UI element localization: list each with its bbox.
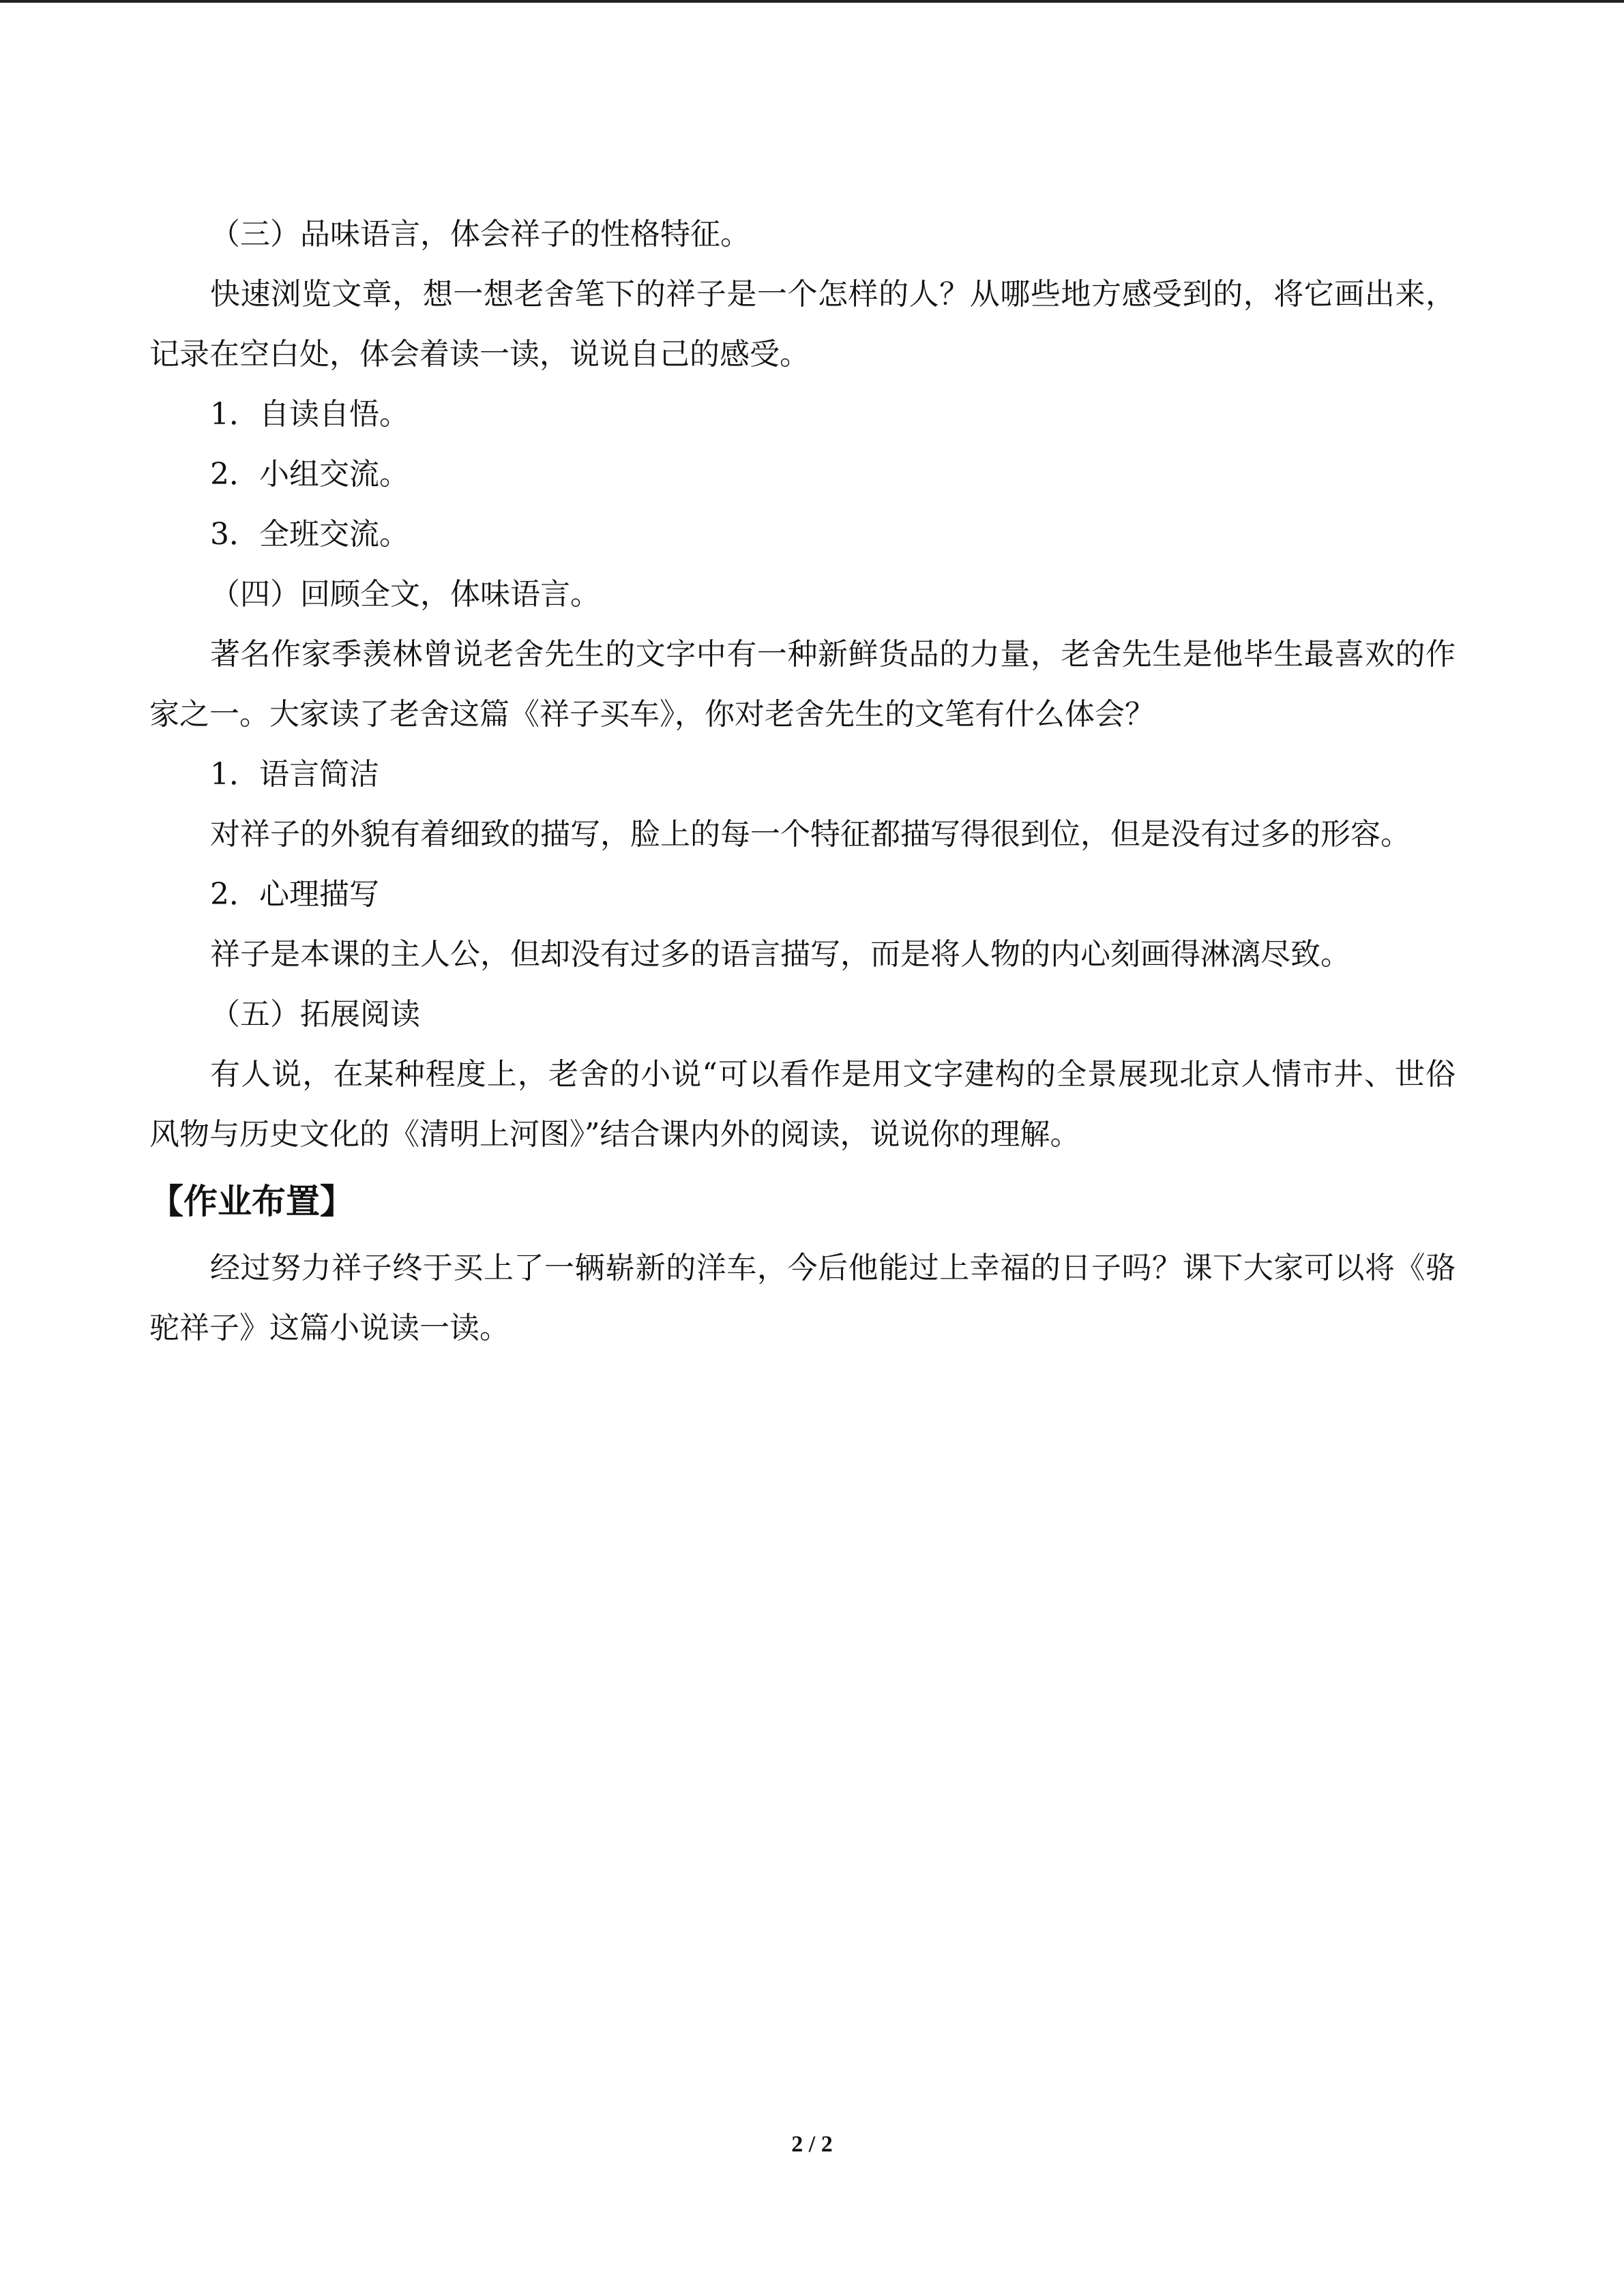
paragraph: 祥子是本课的主人公，但却没有过多的语言描写，而是将人物的内心刻画得淋漓尽致。	[210, 937, 1350, 972]
page-number: 2 / 2	[791, 2132, 833, 2157]
paragraph: 著名作家季羡林曾说老舍先生的文字中有一种新鲜货品的力量，老舍先生是他毕生最喜欢的作家之一。大家读了老舍这篇《祥子买车》，你对老舍先生的文笔有什么体会？	[149, 637, 1456, 732]
list-item: 2．心理描写	[210, 877, 379, 912]
homework-paragraph: 经过努力祥子终于买上了一辆崭新的洋车，今后他能过上幸福的日子吗？课下大家可以将《骆驼祥子》这篇小说读一读。	[149, 1251, 1456, 1345]
list-item: 3．全班交流。	[210, 517, 409, 552]
paragraph: 对祥子的外貌有着细致的描写，脸上的每一个特征都描写得很到位，但是没有过多的形容。	[210, 817, 1411, 852]
document-body	[149, 205, 1456, 1358]
list-item: 1．语言简洁	[210, 757, 379, 792]
section-heading-five: （五）拓展阅读	[210, 997, 420, 1032]
homework-heading: 【作业布置】	[149, 1182, 354, 1221]
list-item: 2．小组交流。	[210, 457, 409, 492]
paragraph: 有人说，在某种程度上，老舍的小说“可以看作是用文字建构的全景展现北京人情市井、世俗风物与历史文化的《清明上河图》”结合课内外的阅读，说说你的理解。	[149, 1057, 1456, 1152]
section-heading-three: （三）品味语言，体会祥子的性格特征。	[210, 217, 750, 252]
list-item: 1．自读自悟。	[210, 397, 409, 432]
top-border-line	[0, 0, 1624, 3]
section-heading-four: （四）回顾全文，体味语言。	[210, 577, 600, 612]
paragraph: 快速浏览文章，想一想老舍笔下的祥子是一个怎样的人？从哪些地方感受到的，将它画出来，记录在空白处，体会着读一读，说说自己的感受。	[149, 277, 1456, 372]
